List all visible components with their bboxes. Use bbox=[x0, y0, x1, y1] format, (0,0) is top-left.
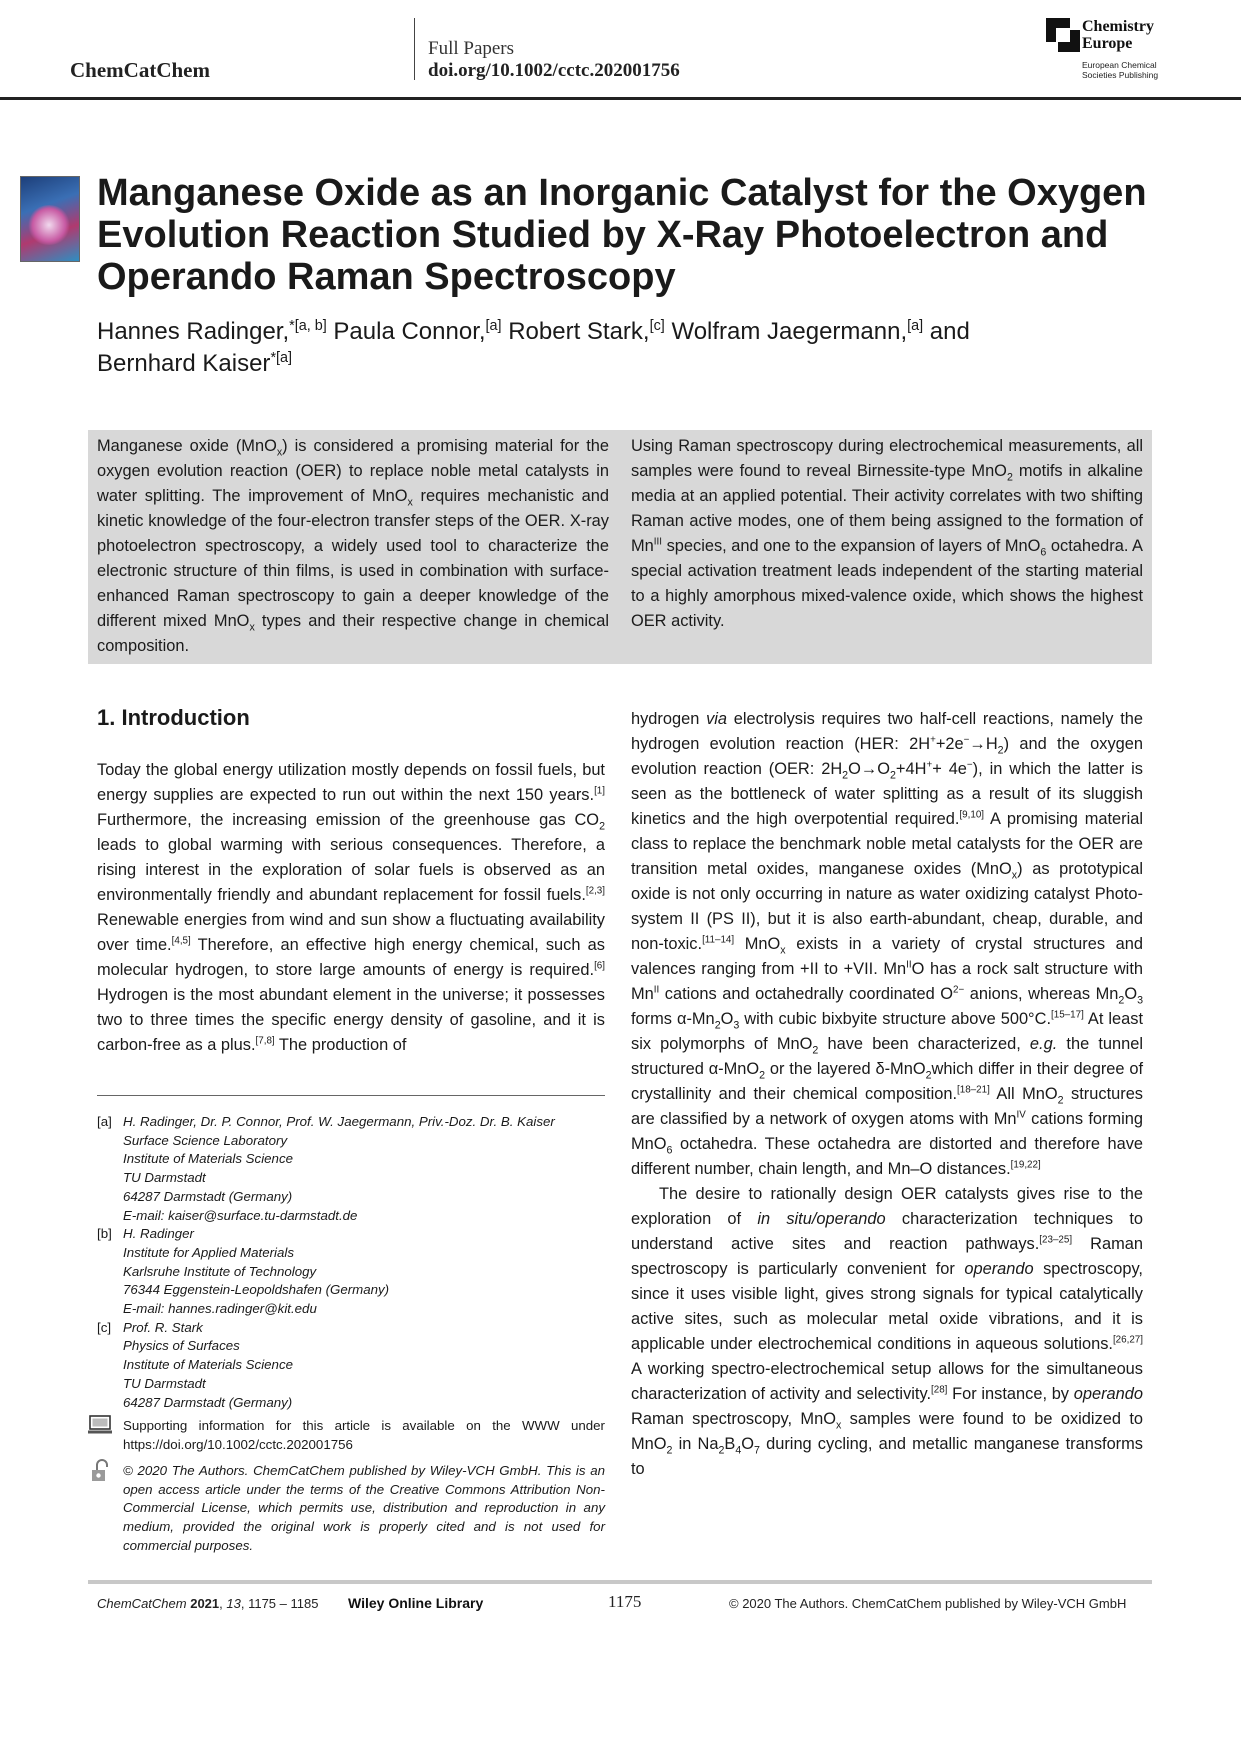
author-conjunction: and bbox=[929, 318, 970, 345]
article-title: Manganese Oxide as an Inorganic Catalyst for the Oxygen Evolution Reaction Studied by X-Ray Photoelectron and Operando Raman Spectroscopy bbox=[97, 172, 1147, 298]
page-number: 1175 bbox=[608, 1592, 642, 1611]
journal-cover-thumbnail bbox=[20, 176, 80, 262]
publisher-name: Chemistry Europe bbox=[1082, 18, 1154, 52]
author-name: Hannes Radinger, bbox=[97, 318, 290, 345]
affiliation-mark: *[a] bbox=[270, 350, 293, 366]
email-link[interactable]: E-mail: hannes.radinger@kit.edu bbox=[123, 1301, 317, 1317]
doi-link[interactable]: doi.org/10.1002/cctc.202001756 bbox=[428, 60, 680, 81]
abstract-left: Manganese oxide (MnO$_x$) is considered a promising material for the oxygen evolution reaction (OER) to replace noble metal catalysts in water splitting. The improvement of MnO$_x$ requires mechanistic and kinetic knowledge of the four-electron transfer steps of the OER. X-ray photoelectron spectroscopy, a widely used tool to characterize the electronic structure of thin films, is used in combination with surface-enhanced Raman spectroscopy to gain a deeper knowledge of the different mixed MnO$_x$ types and their respective change in chemical composition. bbox=[97, 437, 610, 655]
abstract-right: Using Raman spectroscopy during electrochemical measurements, all samples were found to reveal Birnessite-type MnO$_2$ motifs in alkaline media at an applied potential. Their activity correlates with two shifting Raman active modes, one of them being assigned to the formation of $Mn^{III}$ species, and one to the expansion of layers of MnO$_6$ octahedra. A special activation treatment leads independent of the starting material to a highly amorphous mixed-valence oxide, which shows the highest OER activity. bbox=[631, 437, 1143, 630]
chemistry-europe-logo-icon bbox=[1046, 18, 1082, 54]
affiliation-mark: [a] bbox=[485, 318, 502, 334]
cover-art bbox=[27, 205, 71, 245]
body-column-left: Today the global energy utilization mostly depends on fossil fuels, but energy supplies are expected to run out within the next 150 years.[1] Furthermore, the increasing emission of the greenhouse gas $CO_2$ leads to global warming with serious consequences. Therefore, a rising interest in the exploration of solar fuels is observed as an environmentally friendly and abundant replacement for fossil fuels.[2,3] Renewable energies from wind and sun show a fluctuating availability over time.[4,5] Therefore, an effective high energy chemical, such as molecular hydrogen, to store large amounts of energy is required.[6] Hydrogen is the most abundant element in the universe; it possesses two to three times the specific energy density of gasoline, and it is carbon-free as a plus.[7,8] The production of bbox=[97, 761, 605, 1054]
computer-icon bbox=[88, 1415, 112, 1435]
copyright: © 2020 The Authors. ChemCatChem published by Wiley-VCH GmbH bbox=[729, 1596, 1127, 1611]
footer-rule bbox=[88, 1580, 1152, 1584]
publisher-subtitle: European Chemical Societies Publishing bbox=[1082, 60, 1159, 80]
body-column-right: hydrogen via electrolysis requires two half-cell reactions, namely the hydrogen evolution reaction (HER: $2H^++2e^-\to H_2$) and the oxygen evolution reaction (OER: $2H_2O\to O_2+4H^++ 4e^-$), in which the latter is seen as the bottleneck of water splitting as a result of its sluggish kinetics and the high overpotential required.[9,10] A promising material class to replace the benchmark noble metal catalysts for the OER are transition metal oxides, manganese oxides (MnO$_x$) as prototypical oxide is not only occurring in nature as water oxidizing catalyst Photosystem II (PS II), but it is also earth-abundant, cheap, durable, and non-toxic.[11–14] MnO$_x$ exists in a variety of crystal structures and valences ranging from +II to +VII. $Mn^{II}O$ has a rock salt structure with $Mn^{II}$ cations and octahedrally coordinated $O^{2-}$ anions, whereas $Mn_2O_3$ forms $\alpha-Mn_2O_3$ with cubic bixbyite structure above 500°C.[15–17] At least six polymorphs of MnO$_2$ have been characterized, e.g. the tunnel structured α-MnO$_2$ or the layered δ-MnO$_2$which differ in their degree of crystallinity and their chemical composition.[18–21] All MnO$_2$ structures are classified by a network of oxygen atoms with $Mn^{IV}$ cations forming MnO$_6$ octahedra. These octahedra are distorted and therefore have different number, chain length, and Mn–O distances.[19,22] The desire to rationally design OER catalysts gives rise to the exploration of in situ/operando characterization techniques to understand active sites and reaction pathways.[23–25] Raman spectroscopy is particularly convenient for operando spectroscopy, since it uses visible light, gives strong signals for typical catalytically active sites, such as molecular metal oxide vibrations, and it is applicable under electrochemical conditions in aqueous solutions.[26,27] A working spectro-electrochemical setup allows for the simultaneous characterization of activity and selectivity.[28] For instance, by operando Raman spectroscopy, MnO$_x$ samples were found to be oxidized to MnO$_2$ in $Na_2B_4O_7$ during cycling, and metallic manganese transforms to bbox=[631, 710, 1144, 1478]
journal-name: ChemCatChem bbox=[70, 58, 210, 82]
affiliation-mark: *[a, b] bbox=[289, 318, 327, 334]
wiley-online-library-link[interactable]: Wiley Online Library bbox=[348, 1595, 484, 1611]
affiliation-mark: [a] bbox=[907, 318, 924, 334]
affiliation-mark: [c] bbox=[649, 318, 665, 334]
author-name: Bernhard Kaiser bbox=[97, 350, 271, 377]
affiliation-a: [a] H. Radinger, Dr. P. Connor, Prof. W. Jaegermann, Priv.-Doz. Dr. B. Kaiser Surface Science Laboratory Institute of Materials Science TU Darmstadt 64287 Darmstadt (Germany) E-mail: kaiser@surface.tu-darmstadt.de bbox=[97, 1113, 605, 1225]
affiliations bbox=[97, 1113, 605, 1412]
section-type: Full Papers bbox=[428, 38, 515, 59]
author-name: Wolfram Jaegermann, bbox=[671, 318, 908, 345]
header-rule bbox=[0, 97, 1241, 100]
supporting-info-note: Supporting information for this article is available on the WWW under https://doi.org/10.1002/cctc.202001756 bbox=[123, 1418, 605, 1452]
citation: ChemCatChem 2021, 13, 1175 – 1185 bbox=[97, 1596, 319, 1611]
open-access-lock-icon bbox=[89, 1459, 111, 1483]
footnote-rule bbox=[97, 1095, 605, 1096]
email-link[interactable]: E-mail: kaiser@surface.tu-darmstadt.de bbox=[123, 1207, 358, 1223]
affiliation-c: [c] Prof. R. Stark Physics of Surfaces Institute of Materials Science TU Darmstadt 64287 Darmstadt (Germany) bbox=[97, 1319, 293, 1410]
header-divider bbox=[414, 18, 415, 80]
section-heading: 1. Introduction bbox=[97, 705, 250, 730]
author-list bbox=[97, 316, 1147, 380]
author-name: Robert Stark, bbox=[508, 318, 650, 345]
affiliation-b: [b] H. Radinger Institute for Applied Materials Karlsruhe Institute of Technology 76344 Eggenstein-Leopoldshafen (Germany) E-mail: hannes.radinger@kit.edu bbox=[97, 1225, 605, 1319]
author-name: Paula Connor, bbox=[333, 318, 486, 345]
license-note: © 2020 The Authors. ChemCatChem published by Wiley-VCH GmbH. This is an open access article under the terms of the Creative Commons Attribution Non-Commercial License, which permits use, distribution and reproduction in any medium, provided the original work is properly cited and is not used for commercial purposes. bbox=[123, 1463, 605, 1553]
